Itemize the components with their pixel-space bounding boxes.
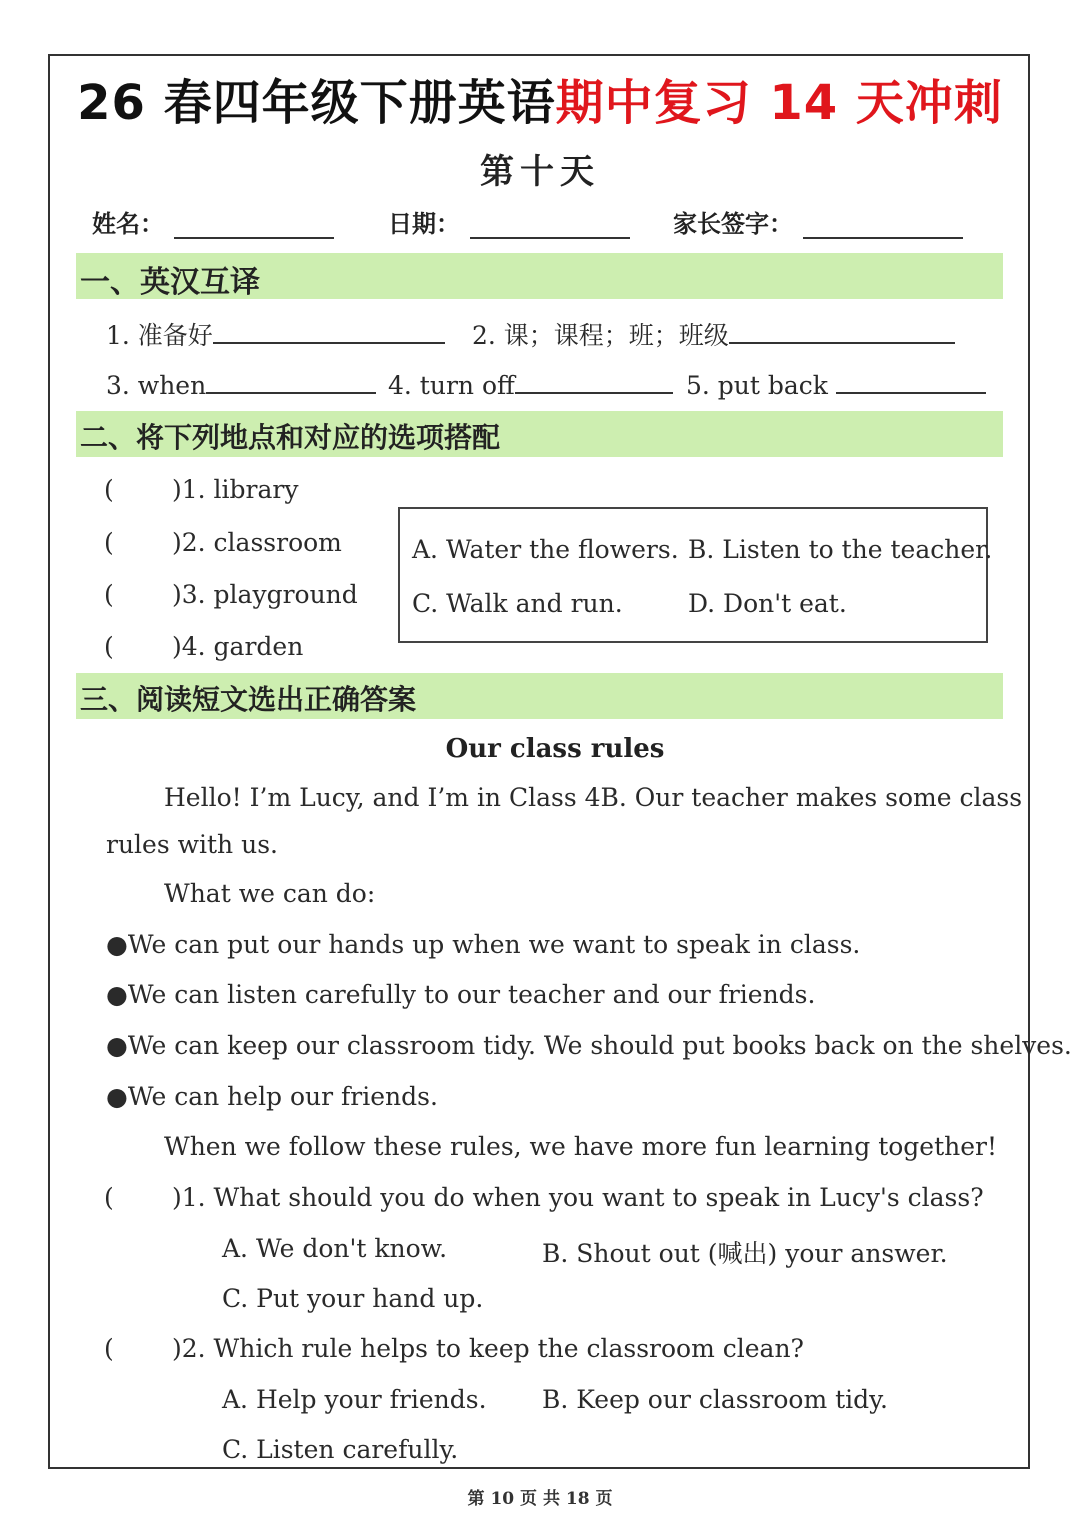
q2-option-b: B. Keep our classroom tidy. xyxy=(542,1385,888,1414)
parent-blank[interactable] xyxy=(803,213,963,239)
s1-item-5-text: 5. put back xyxy=(686,371,828,400)
section2-band xyxy=(76,411,1003,457)
s1-item-4-text: 4. turn off xyxy=(388,371,515,400)
parent-label: 家长签字： xyxy=(673,209,793,238)
s2-item-3: )3. playground xyxy=(172,580,358,609)
s1-item-1 xyxy=(106,316,445,352)
q1-option-c: C. Put your hand up. xyxy=(222,1284,484,1313)
passage-intro-line1: Hello! I’m Lucy, and I’m in Class 4B. Our teacher makes some class xyxy=(164,783,1023,812)
s2-paren-1[interactable]: ( xyxy=(104,475,114,504)
date-blank[interactable] xyxy=(470,213,630,239)
section2-heading: 二、将下列地点和对应的选项搭配 xyxy=(80,421,501,454)
q1-option-a: A. We don't know. xyxy=(222,1234,448,1263)
s2-option-c: C. Walk and run. xyxy=(412,589,623,618)
q2-paren[interactable]: ( xyxy=(104,1334,114,1363)
page-number: 第 10 页 共 18 页 xyxy=(467,1489,613,1509)
s1-item-2-text: 2. 课；课程；班；班级 xyxy=(472,321,729,350)
section3-heading: 三、阅读短文选出正确答案 xyxy=(80,683,417,716)
s2-options-box xyxy=(398,507,988,643)
s2-option-d: D. Don't eat. xyxy=(688,589,847,618)
title-black: 26 春四年级下册英语 xyxy=(77,75,556,131)
s1-item-2-blank[interactable] xyxy=(729,320,955,344)
s1-item-3-text: 3. when xyxy=(106,371,207,400)
passage-title: Our class rules xyxy=(445,734,665,764)
name-field xyxy=(92,204,334,239)
s2-item-4: )4. garden xyxy=(172,632,304,661)
s1-item-3 xyxy=(106,370,376,400)
s2-option-b: B. Listen to the teacher. xyxy=(688,535,993,564)
date-label: 日期： xyxy=(388,209,460,238)
s1-item-5 xyxy=(686,370,986,400)
passage-intro-line2: rules with us. xyxy=(106,830,278,859)
day-label: 第十天 xyxy=(480,152,600,192)
s2-item-1: )1. library xyxy=(172,475,299,504)
q2-text: )2. Which rule helps to keep the classroom clean? xyxy=(172,1334,804,1363)
s1-item-1-blank[interactable] xyxy=(213,320,445,344)
section3-band xyxy=(76,673,1003,719)
s1-item-3-blank[interactable] xyxy=(206,370,376,394)
q2-option-a: A. Help your friends. xyxy=(222,1385,487,1414)
q2-option-c: C. Listen carefully. xyxy=(222,1435,459,1464)
passage-closing: When we follow these rules, we have more fun learning together! xyxy=(164,1132,998,1161)
name-blank[interactable] xyxy=(174,213,334,239)
passage-bullet-1: ●We can put our hands up when we want to speak in class. xyxy=(106,930,861,959)
s2-item-2: )2. classroom xyxy=(172,528,342,557)
s1-item-4-blank[interactable] xyxy=(515,370,673,394)
s1-item-5-blank[interactable] xyxy=(836,370,986,394)
page-title xyxy=(0,64,1080,133)
q1-text: )1. What should you do when you want to speak in Lucy's class? xyxy=(172,1183,984,1212)
section1-band xyxy=(76,253,1003,299)
s1-item-4 xyxy=(388,370,673,400)
s2-option-a: A. Water the flowers. xyxy=(412,535,679,564)
passage-bullet-2: ●We can listen carefully to our teacher and our friends. xyxy=(106,980,816,1009)
passage-can-do: What we can do: xyxy=(164,879,376,908)
section1-heading: 一、英汉互译 xyxy=(80,265,260,300)
s2-paren-4[interactable]: ( xyxy=(104,632,114,661)
passage-bullet-3: ●We can keep our classroom tidy. We should put books back on the shelves. xyxy=(106,1031,1072,1060)
q1-option-b: B. Shout out (喊出) your answer. xyxy=(542,1239,948,1268)
title-red: 期中复习 14 天冲刺 xyxy=(555,75,1003,131)
s1-item-2 xyxy=(472,316,955,352)
s1-item-1-text: 1. 准备好 xyxy=(106,321,213,350)
s2-paren-2[interactable]: ( xyxy=(104,528,114,557)
parent-signature-field xyxy=(673,204,963,239)
passage-bullet-4: ●We can help our friends. xyxy=(106,1082,438,1111)
name-label: 姓名： xyxy=(92,209,164,238)
q1-paren[interactable]: ( xyxy=(104,1183,114,1212)
date-field xyxy=(388,204,630,239)
s2-paren-3[interactable]: ( xyxy=(104,580,114,609)
